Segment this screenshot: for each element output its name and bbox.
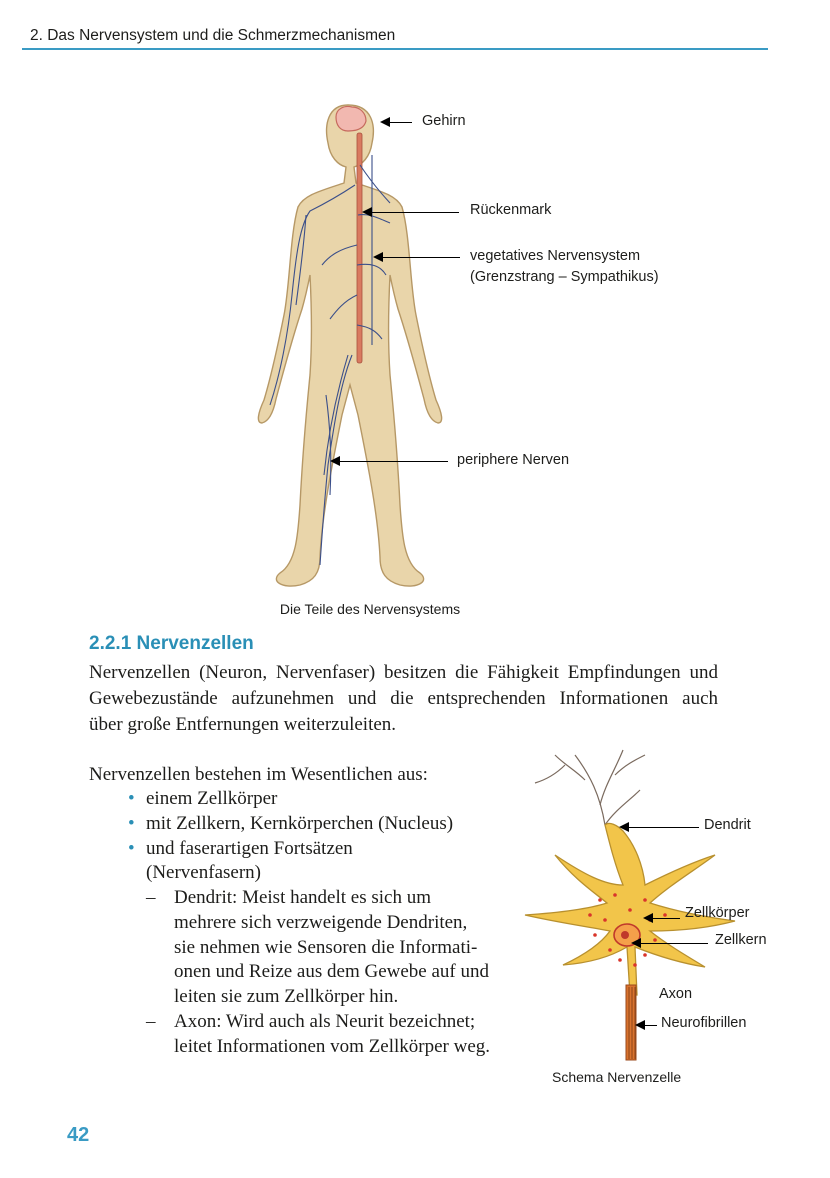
- dendrit-line: leiten sie zum Zellkörper hin.: [174, 986, 399, 1007]
- bullet-item: mit Zellkern, Kernkörperchen (Nucleus): [146, 813, 454, 834]
- section-title: 2.2.1 Nervenzellen: [89, 633, 254, 654]
- figure-caption-nervous-system: Die Teile des Nervensystems: [279, 601, 461, 617]
- dash-glyph: –: [146, 1011, 156, 1032]
- label-periphere-nerven: periphere Nerven: [457, 452, 570, 468]
- axon-line: Axon: Wird auch als Neurit bezeichnet;: [174, 1011, 476, 1032]
- label-dendrit: Dendrit: [704, 817, 751, 833]
- dash-glyph: –: [146, 887, 156, 908]
- dendrit-line: onen und Reize aus dem Gewebe auf und: [174, 961, 489, 982]
- bullet-glyph: •: [128, 788, 135, 809]
- page-number: 42: [67, 1124, 90, 1146]
- neuron-illustration: [505, 735, 805, 1065]
- list-intro: Nervenzellen bestehen im Wesentlichen aus:: [89, 764, 428, 785]
- label-neurofibrillen: Neurofibrillen: [661, 1015, 747, 1031]
- dendrit-arrow: [621, 827, 699, 828]
- axon-line: leitet Informationen vom Zellkörper weg.: [174, 1036, 491, 1057]
- label-zellkoerper: Zellkörper: [685, 905, 750, 921]
- human-body-illustration: [240, 95, 470, 595]
- peripheral-arrow: [332, 461, 448, 462]
- label-axon: Axon: [659, 986, 693, 1002]
- label-vegetatives-nervensystem: vegetatives Nervensystem: [470, 248, 641, 264]
- zellkern-arrow: [633, 943, 708, 944]
- bullet-item-continuation: (Nervenfasern): [146, 862, 261, 883]
- intro-line: Nervenzellen (Neuron, Nervenfaser) besitzen die Fähigkeit Empfindungen und: [89, 662, 718, 683]
- intro-line: Gewebezustände aufzunehmen und die entsprechenden Informationen auch: [89, 688, 718, 709]
- dendrit-line: sie nehmen wie Sensoren die Informati-: [174, 937, 478, 958]
- vegetative-arrow: [375, 257, 460, 258]
- bullet-glyph: •: [128, 838, 135, 859]
- intro-paragraph: [89, 660, 718, 738]
- label-grenzstrang: (Grenzstrang – Sympathikus): [470, 269, 659, 285]
- bullet-item: einem Zellkörper: [146, 788, 278, 809]
- header-rule: [22, 48, 768, 50]
- zellkoerper-arrow: [645, 918, 680, 919]
- neuron-figure: [505, 735, 805, 1065]
- label-zellkern: Zellkern: [715, 932, 767, 948]
- nervous-system-figure: [240, 95, 720, 605]
- neurofibrillen-arrow: [637, 1025, 657, 1026]
- dendrit-line: Dendrit: Meist handelt es sich um: [174, 887, 431, 908]
- running-head: 2. Das Nervensystem und die Schmerzmechanismen: [30, 27, 396, 44]
- dendrit-line: mehrere sich verzweigende Dendriten,: [174, 912, 468, 933]
- intro-line: über große Entfernungen weiterzuleiten.: [89, 714, 397, 735]
- label-gehirn: Gehirn: [422, 113, 466, 129]
- figure-caption-neuron: Schema Nervenzelle: [552, 1069, 682, 1085]
- bullet-item: und faserartigen Fortsätzen: [146, 838, 353, 859]
- spinal-cord-arrow: [364, 212, 459, 213]
- label-rueckenmark: Rückenmark: [470, 202, 552, 218]
- bullet-glyph: •: [128, 813, 135, 834]
- brain-arrow: [382, 122, 412, 123]
